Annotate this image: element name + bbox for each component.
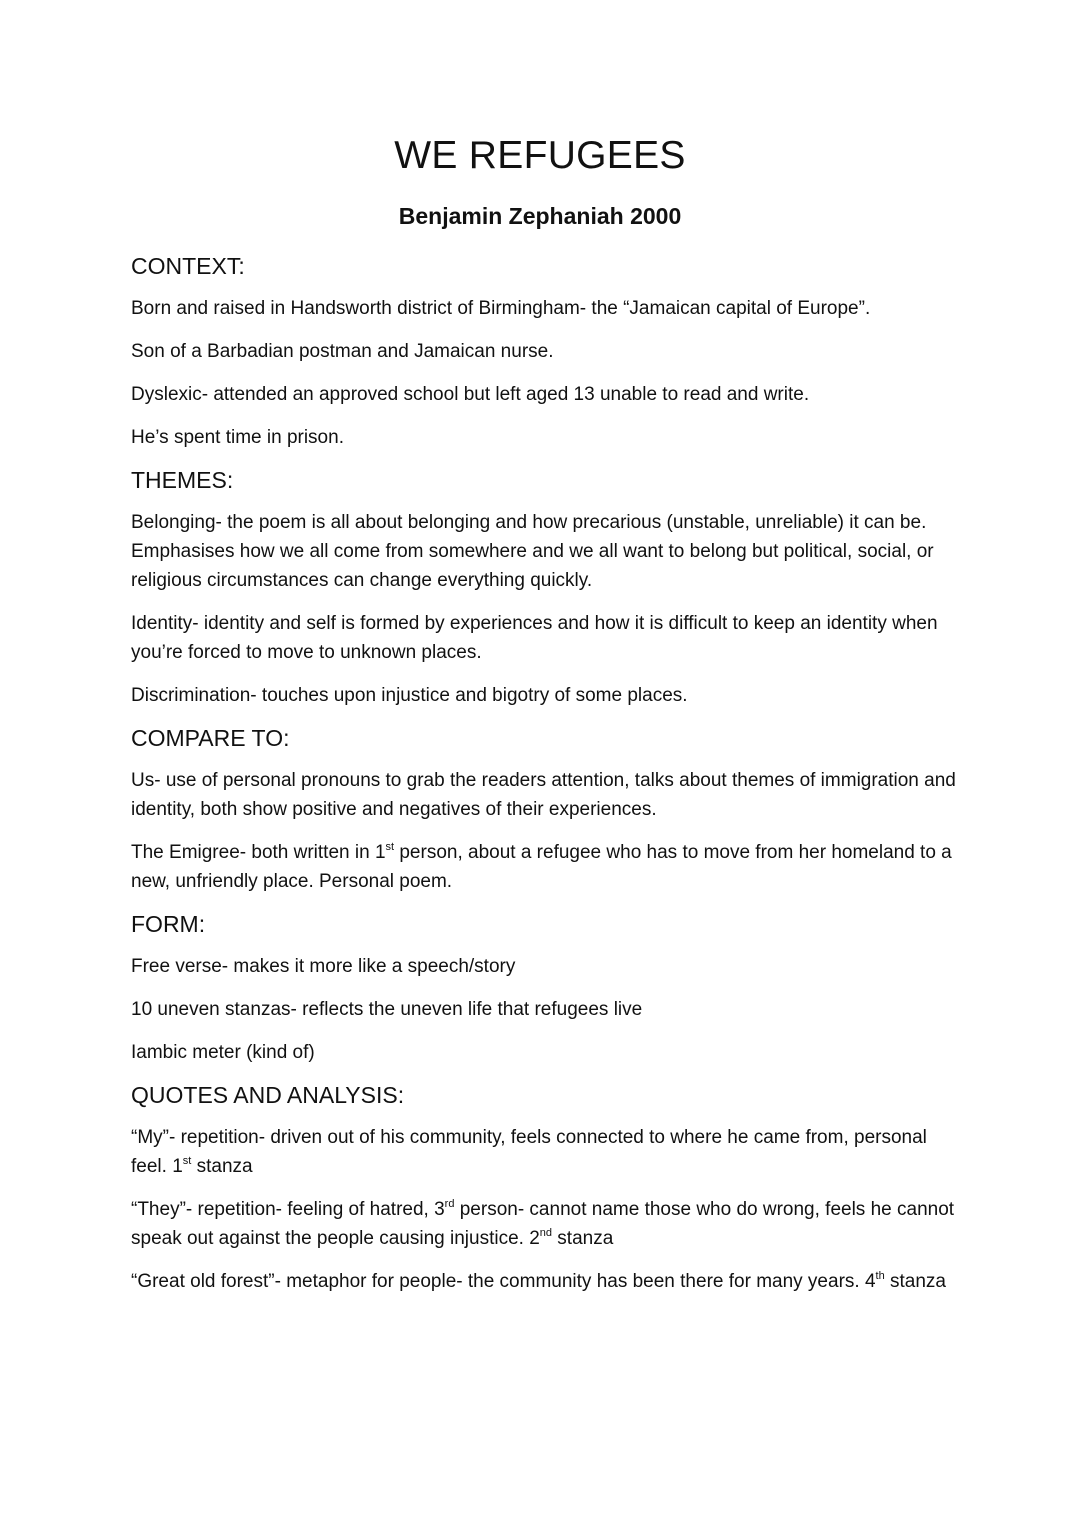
document-body <box>131 252 961 1310</box>
themes-paragraph: Discrimination- touches upon injustice and bigotry of some places. <box>131 685 688 706</box>
quote-text: “They”- repetition- feeling of hatred, 3 <box>131 1199 445 1220</box>
page-subtitle: Benjamin Zephaniah 2000 <box>398 203 682 229</box>
section-compare <box>131 724 961 896</box>
page-title: WE REFUGEES <box>394 134 686 177</box>
context-paragraph: Born and raised in Handsworth district of Birmingham- the “Jamaican capital of Europe”. <box>131 298 871 319</box>
heading-themes: THEMES: <box>131 467 234 493</box>
compare-paragraph <box>131 838 961 896</box>
quote-text: stanza <box>191 1156 253 1177</box>
compare-text: The Emigree- both written in 1 <box>131 842 386 863</box>
heading-compare: COMPARE TO: <box>131 725 290 751</box>
section-themes <box>131 466 961 710</box>
ordinal-suffix: nd <box>539 1227 553 1239</box>
context-paragraph: Dyslexic- attended an approved school but left aged 13 unable to read and write. <box>131 384 810 405</box>
heading-context: CONTEXT: <box>131 253 245 279</box>
quote-text: “Great old forest”- metaphor for people- the community has been there for many years. 4 <box>131 1271 876 1292</box>
quote-paragraph <box>131 1267 961 1296</box>
form-paragraph: 10 uneven stanzas- reflects the uneven life that refugees live <box>131 999 643 1020</box>
heading-form: FORM: <box>131 911 206 937</box>
section-context <box>131 252 961 452</box>
quote-text: person- cannot name those who do wrong, feels he cannot speak out against the people causing injustice. 2 <box>131 1199 955 1249</box>
ordinal-suffix: th <box>875 1270 885 1282</box>
quote-text: stanza <box>884 1271 946 1292</box>
ordinal-suffix: rd <box>444 1198 455 1210</box>
quote-text: stanza <box>552 1228 614 1249</box>
heading-quotes: QUOTES AND ANALYSIS: <box>131 1082 405 1108</box>
section-quotes <box>131 1081 961 1296</box>
quote-text: “My”- repetition- driven out of his community, feels connected to where he came from, personal feel. 1 <box>131 1127 927 1177</box>
form-paragraph: Free verse- makes it more like a speech/story <box>131 956 516 977</box>
ordinal-suffix: st <box>385 841 395 853</box>
themes-paragraph: Identity- identity and self is formed by experiences and how it is difficult to keep an identity when you’re forced to move to unknown places. <box>131 613 938 663</box>
form-paragraph: Iambic meter (kind of) <box>131 1042 315 1063</box>
context-paragraph: Son of a Barbadian postman and Jamaican nurse. <box>131 341 554 362</box>
ordinal-suffix: st <box>182 1155 192 1167</box>
quote-paragraph <box>131 1195 961 1253</box>
compare-paragraph: Us- use of personal pronouns to grab the readers attention, talks about themes of immigration and identity, both show positive and negatives of their experiences. <box>131 770 956 820</box>
section-form <box>131 910 961 1067</box>
compare-text: person, about a refugee who has to move from her homeland to a new, unfriendly place. Personal poem. <box>131 842 952 892</box>
quote-paragraph <box>131 1123 961 1181</box>
context-paragraph: He’s spent time in prison. <box>131 427 344 448</box>
themes-paragraph: Belonging- the poem is all about belonging and how precarious (unstable, unreliable) it can be. Emphasises how we all come from somewhere and we all want to belong but political, social, or religious circumstances can change everything quickly. <box>131 512 934 591</box>
